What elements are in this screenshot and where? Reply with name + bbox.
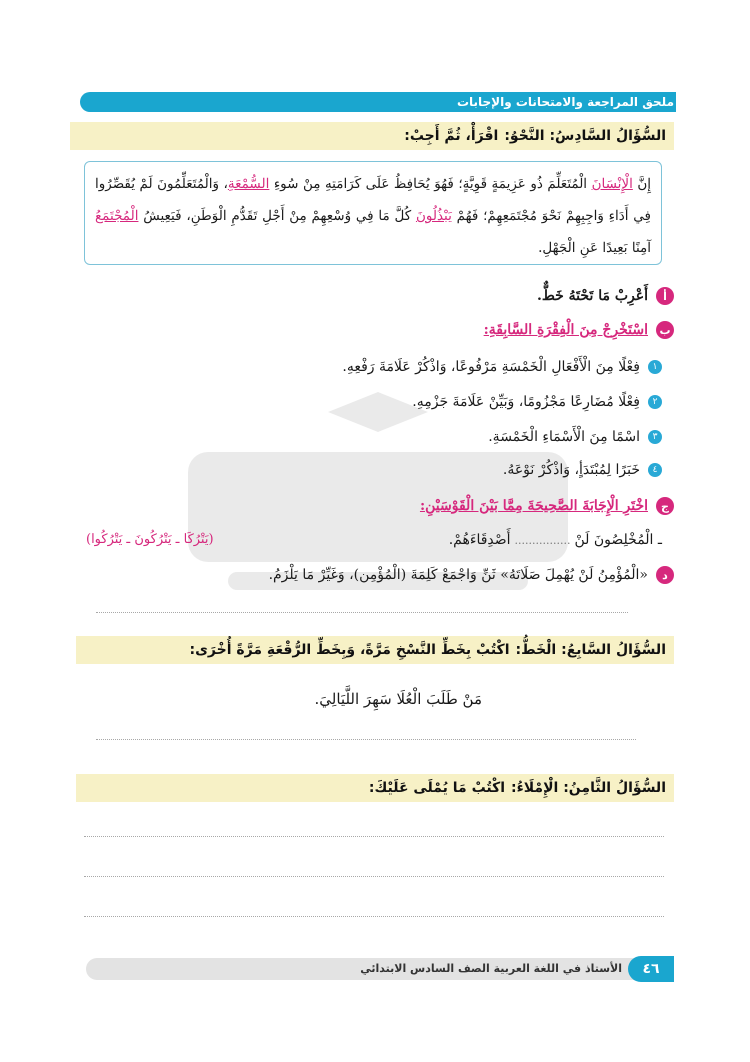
- passage-text: آمِنًا بَعِيدًا عَنِ الْجَهْلِ.: [538, 240, 651, 256]
- item-a: [537, 287, 674, 305]
- item-b: [484, 321, 674, 339]
- item-b2: [412, 394, 662, 410]
- item-b3: [488, 429, 662, 445]
- question-7-task: اكْتُبْ بِخَطِّ النَّسْخِ مَرَّةً، وَبِخَطِّ الرُّقْعَةِ مَرَّةً أُخْرَى:: [189, 642, 510, 658]
- passage-text: كُلَّ مَا فِي وُسْعِهِمْ مِنْ أَجْلِ تَقَدُّمِ الْوَطَنِ، فَيَعِيشُ: [138, 208, 416, 224]
- item-b4-text: خَبَرًا لِمُبْتَدَأٍ، وَاذْكُرْ نَوْعَهُ.: [502, 462, 640, 478]
- item-b1-num: ١: [648, 360, 662, 374]
- item-c-sentence-b: أَصْدِقَاءَهُمْ.: [448, 532, 511, 548]
- question-6-bar: [70, 122, 674, 150]
- item-c-badge: ج: [656, 497, 674, 515]
- item-c-options: (يَتْرُكَا ـ يَتْرُكُونَ ـ يَتْرُكُوا): [86, 532, 214, 547]
- question-6-title: السُّؤَالُ السَّادِسُ: النَّحْوُ:: [504, 128, 666, 144]
- question-8-bar: [76, 774, 674, 802]
- question-8-title: السُّؤَالُ الثَّامِنُ: الْإِمْلَاءُ:: [511, 780, 666, 796]
- answer-line: [96, 739, 636, 740]
- item-a-badge: أ: [656, 287, 674, 305]
- item-d: [269, 566, 674, 584]
- header-title: ملحق المراجعة والامتحانات والإجابات: [456, 95, 674, 109]
- passage-box: [84, 161, 662, 265]
- item-b-badge: ب: [656, 321, 674, 339]
- item-d-badge: د: [656, 566, 674, 584]
- question-7-bar: [76, 636, 674, 664]
- question-6-task: اقْرَأْ، ثُمَّ أَجِبْ:: [404, 128, 499, 144]
- underlined-word: الْإِنْسَانَ: [591, 176, 633, 192]
- item-b3-text: اسْمًا مِنَ الْأَسْمَاءِ الْخَمْسَةِ.: [488, 429, 640, 445]
- passage-text: الْمُتَعَلِّمَ ذُو عَزِيمَةٍ قَوِيَّةٍ؛ فَهُوَ يُحَافِظُ عَلَى كَرَامَتِهِ مِنْ سُوءِ: [269, 176, 592, 192]
- item-b4: [503, 462, 662, 478]
- item-b2-num: ٢: [648, 395, 662, 409]
- item-c-sentence-a: ـ الْمُخْلِصُونَ لَنْ: [574, 532, 662, 548]
- item-c: [420, 497, 674, 515]
- answer-line: [84, 876, 664, 877]
- footer-title: الأستاذ في اللغة العربية الصف السادس الابتدائي: [360, 962, 622, 975]
- item-b-text: اسْتَخْرِجْ مِنَ الْفِقْرَةِ السَّابِقَةِ:: [483, 322, 648, 338]
- passage-text: ، وَالْمُتَعَلِّمُونَ لَمْ يُقَصِّرُوا فِي أَدَاءِ وَاجِبِهِمْ نَحْوَ مُجْتَمَعِهِمْ؛ فَهُمْ: [95, 176, 651, 224]
- item-b2-text: فِعْلًا مُضَارِعًا مَجْزُومًا، وَبَيِّنْ عَلَامَةَ جَزْمِهِ.: [412, 394, 640, 410]
- item-a-text: أَعْرِبْ مَا تَحْتَهُ خَطٌّ.: [536, 288, 648, 304]
- item-b1: [342, 359, 662, 375]
- answer-line: [84, 836, 664, 837]
- question-8-task: اكْتُبْ مَا يُمْلَى عَلَيْكَ:: [368, 780, 506, 796]
- answer-line: [96, 612, 628, 613]
- answer-line: [84, 916, 664, 917]
- item-d-text: «الْمُؤْمِنُ لَنْ يُهْمِلَ صَلَاتَهُ» ثَنِّ وَاجْمَعْ كَلِمَةَ (الْمُؤْمِن)، وَغَيِّرْ مَا يَلْزَمُ.: [268, 567, 648, 583]
- question-7-title: السُّؤَالُ السَّابِعُ: الْخَطُّ:: [515, 642, 666, 658]
- page-number: ٤٦: [628, 956, 674, 982]
- underlined-word: السُّمْعَةِ: [227, 176, 270, 192]
- item-c-text: اخْتَرِ الْإِجَابَةَ الصَّحِيحَةَ مِمَّا بَيْنَ الْقَوْسَيْنِ:: [419, 498, 648, 514]
- passage-text: إِنَّ: [632, 176, 651, 192]
- handwriting-verse: مَنْ طَلَبَ الْعُلَا سَهِرَ اللَّيَالِيَ.: [314, 690, 482, 708]
- item-b1-text: فِعْلًا مِنَ الْأَفْعَالِ الْخَمْسَةِ مَرْفُوعًا، وَاذْكُرْ عَلَامَةَ رَفْعِهِ.: [342, 359, 640, 375]
- item-b4-num: ٤: [648, 463, 662, 477]
- item-c-sentence: [449, 532, 662, 548]
- underlined-word: يَبْذُلُونَ: [415, 208, 452, 224]
- underlined-word: الْمُجْتَمَعُ: [95, 208, 139, 224]
- item-c-blank: ................: [514, 533, 571, 547]
- item-b3-num: ٣: [648, 430, 662, 444]
